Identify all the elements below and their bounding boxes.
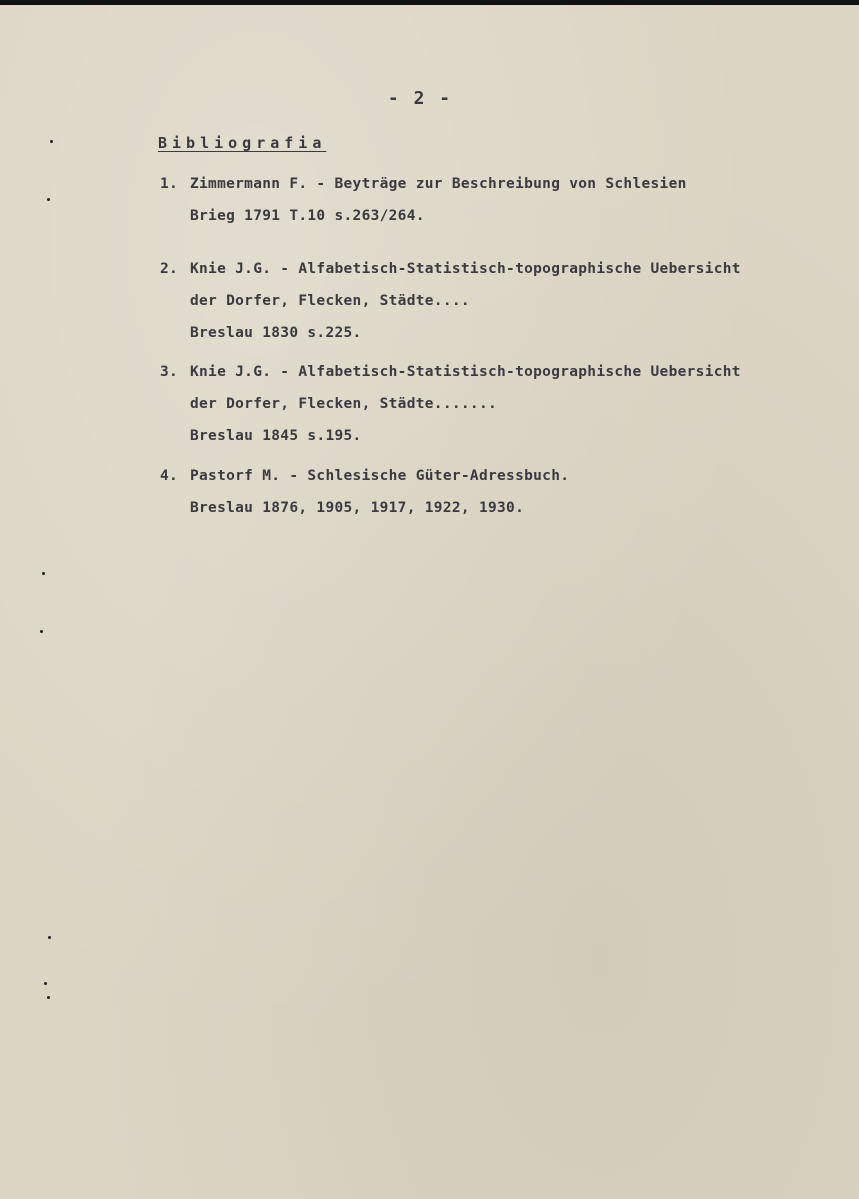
entry-number: 1.	[160, 176, 179, 192]
scan-top-edge	[0, 0, 859, 5]
entry-text: Brieg 1791 T.10 s.263/264.	[190, 208, 425, 224]
entry-text: Breslau 1845 s.195.	[190, 428, 362, 444]
page-number: - 2 -	[387, 88, 453, 109]
entry-text: Zimmermann F. - Beyträge zur Beschreibung von Schlesien	[190, 176, 687, 192]
bibliography-heading: Bibliografia	[158, 134, 327, 152]
entry-text: Breslau 1830 s.225.	[190, 325, 362, 341]
margin-mark	[47, 996, 50, 999]
entry-text: Breslau 1876, 1905, 1917, 1922, 1930.	[190, 500, 525, 516]
bibliography-entry	[160, 253, 741, 349]
bibliography-entry	[160, 460, 569, 524]
entry-number: 2.	[160, 261, 179, 277]
entry-text: Pastorf M. - Schlesische Güter-Adressbuch.	[190, 468, 570, 484]
entry-line	[160, 356, 741, 388]
entry-number: 3.	[160, 364, 179, 380]
margin-mark	[44, 982, 47, 985]
bibliography-entry	[160, 168, 687, 232]
entry-line	[160, 460, 569, 492]
entry-line	[160, 168, 687, 200]
margin-mark	[42, 572, 45, 575]
entry-text: der Dorfer, Flecken, Städte.......	[190, 396, 498, 412]
bibliography-entry	[160, 356, 741, 452]
entry-number: 4.	[160, 468, 179, 484]
entry-text: Knie J.G. - Alfabetisch-Statistisch-topographische Uebersicht	[190, 261, 741, 277]
entry-text: der Dorfer, Flecken, Städte....	[190, 293, 470, 309]
margin-mark	[50, 140, 53, 143]
entry-text: Knie J.G. - Alfabetisch-Statistisch-topographische Uebersicht	[190, 364, 741, 380]
entry-line	[160, 253, 741, 285]
margin-mark	[40, 630, 43, 633]
margin-mark	[47, 198, 50, 201]
margin-mark	[48, 936, 51, 939]
